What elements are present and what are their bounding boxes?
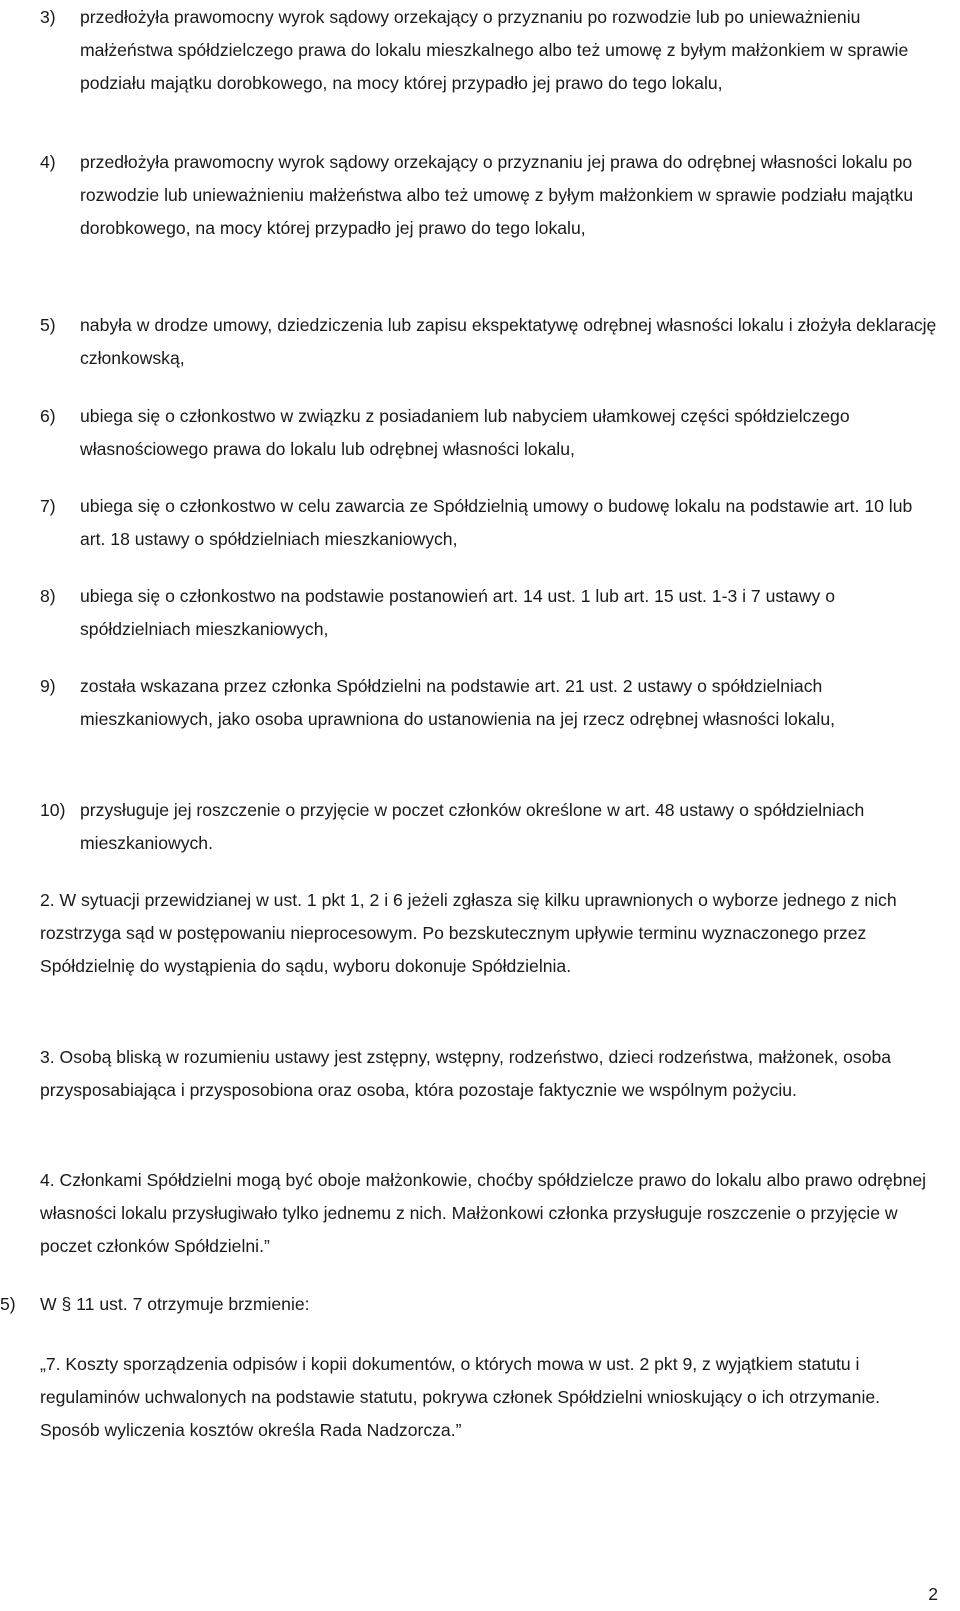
list-item-text: przedłożyła prawomocny wyrok sądowy orzekający o przyznaniu po rozwodzie lub po unieważnieniu małżeństwa spółdzielczego prawa do lokalu mieszkalnego albo też umowę z byłym małżonkiem w sprawie podziału majątku dorobkowego, na mocy której przypadło jej prawo do tego lokalu, [80, 7, 909, 93]
list-item-4 [40, 146, 942, 245]
amendment-item [0, 1288, 310, 1321]
page-number: 2 [928, 1584, 938, 1604]
list-item-number: 6) [40, 406, 56, 426]
list-item-6 [40, 400, 942, 466]
list-item-text: ubiega się o członkostwo na podstawie postanowień art. 14 ust. 1 lub art. 15 ust. 1-3 i 7 ustawy o spółdzielniach mieszkaniowych, [80, 586, 836, 639]
list-item-text: została wskazana przez członka Spółdzielni na podstawie art. 21 ust. 2 ustawy o spółdzielniach mieszkaniowych, jako osoba uprawniona do ustanowienia na jej rzecz odrębnej własności lokalu, [80, 676, 836, 729]
list-item-text: ubiega się o członkostwo w związku z posiadaniem lub nabyciem ułamkowej części spółdzielczego własnościowego prawa do lokalu lub odrębnej własności lokalu, [80, 406, 850, 459]
list-item-text: nabyła w drodze umowy, dziedziczenia lub zapisu ekspektatywę odrębnej własności lokalu i złożyła deklarację członkowską, [80, 315, 937, 368]
list-item-number: 5) [40, 315, 56, 335]
list-item-5 [40, 309, 942, 375]
paragraph-3: 3. Osobą bliską w rozumieniu ustawy jest zstępny, wstępny, rodzeństwo, dzieci rodzeństwa, małżonek, osoba przysposabiająca i przysposobiona oraz osoba, która pozostaje faktycznie we wspólnym pożyciu. [40, 1047, 892, 1100]
list-item-3 [40, 1, 942, 100]
list-item-9 [40, 670, 942, 736]
list-item-10 [40, 794, 942, 860]
paragraph-2: 2. W sytuacji przewidzianej w ust. 1 pkt 1, 2 i 6 jeżeli zgłasza się kilku uprawnionych o wyborze jednego z nich rozstrzyga sąd w postępowaniu nieprocesowym. Po bezskutecznym upływie terminu wyznaczonego przez Spółdzielnię do wystąpienia do sądu, wyboru dokonuje Spółdzielnia. [40, 890, 897, 976]
list-item-text: ubiega się o członkostwo w celu zawarcia ze Spółdzielnią umowy o budowę lokalu na podstawie art. 10 lub art. 18 ustawy o spółdzielniach mieszkaniowych, [80, 496, 913, 549]
list-item-number: 9) [40, 676, 56, 696]
list-item-number: 8) [40, 586, 56, 606]
amendment-text: W § 11 ust. 7 otrzymuje brzmienie: [40, 1294, 310, 1314]
quoted-provision: „7. Koszty sporządzenia odpisów i kopii dokumentów, o których mowa w ust. 2 pkt 9, z wyjątkiem statutu i regulaminów uchwalonych na podstawie statutu, pokrywa członek Spółdzielni wnioskujący o ich otrzymanie. Sposób wyliczenia kosztów określa Rada Nadzorcza.” [40, 1354, 881, 1440]
list-item-number: 3) [40, 7, 56, 27]
paragraph-4: 4. Członkami Spółdzielni mogą być oboje małżonkowie, choćby spółdzielcze prawo do lokalu albo prawo odrębnej własności lokalu przysługiwało tylko jednemu z nich. Małżonkowi członka przysługuje roszczenie o przyjęcie w poczet członków Spółdzielni.” [40, 1170, 927, 1256]
list-item-number: 10) [40, 800, 66, 820]
list-item-8 [40, 580, 942, 646]
list-item-text: przedłożyła prawomocny wyrok sądowy orzekający o przyznaniu jej prawa do odrębnej własności lokalu po rozwodzie lub unieważnieniu małżeństwa albo też umowę z byłym małżonkiem w sprawie podziału majątku dorobkowego, na mocy której przypadło jej prawo do tego lokalu, [80, 152, 914, 238]
list-item-number: 7) [40, 496, 56, 516]
list-item-number: 4) [40, 152, 56, 172]
amendment-number: 5) [0, 1294, 16, 1314]
list-item-text: przysługuje jej roszczenie o przyjęcie w poczet członków określone w art. 48 ustawy o spółdzielniach mieszkaniowych. [80, 800, 865, 853]
list-item-7 [40, 490, 942, 556]
